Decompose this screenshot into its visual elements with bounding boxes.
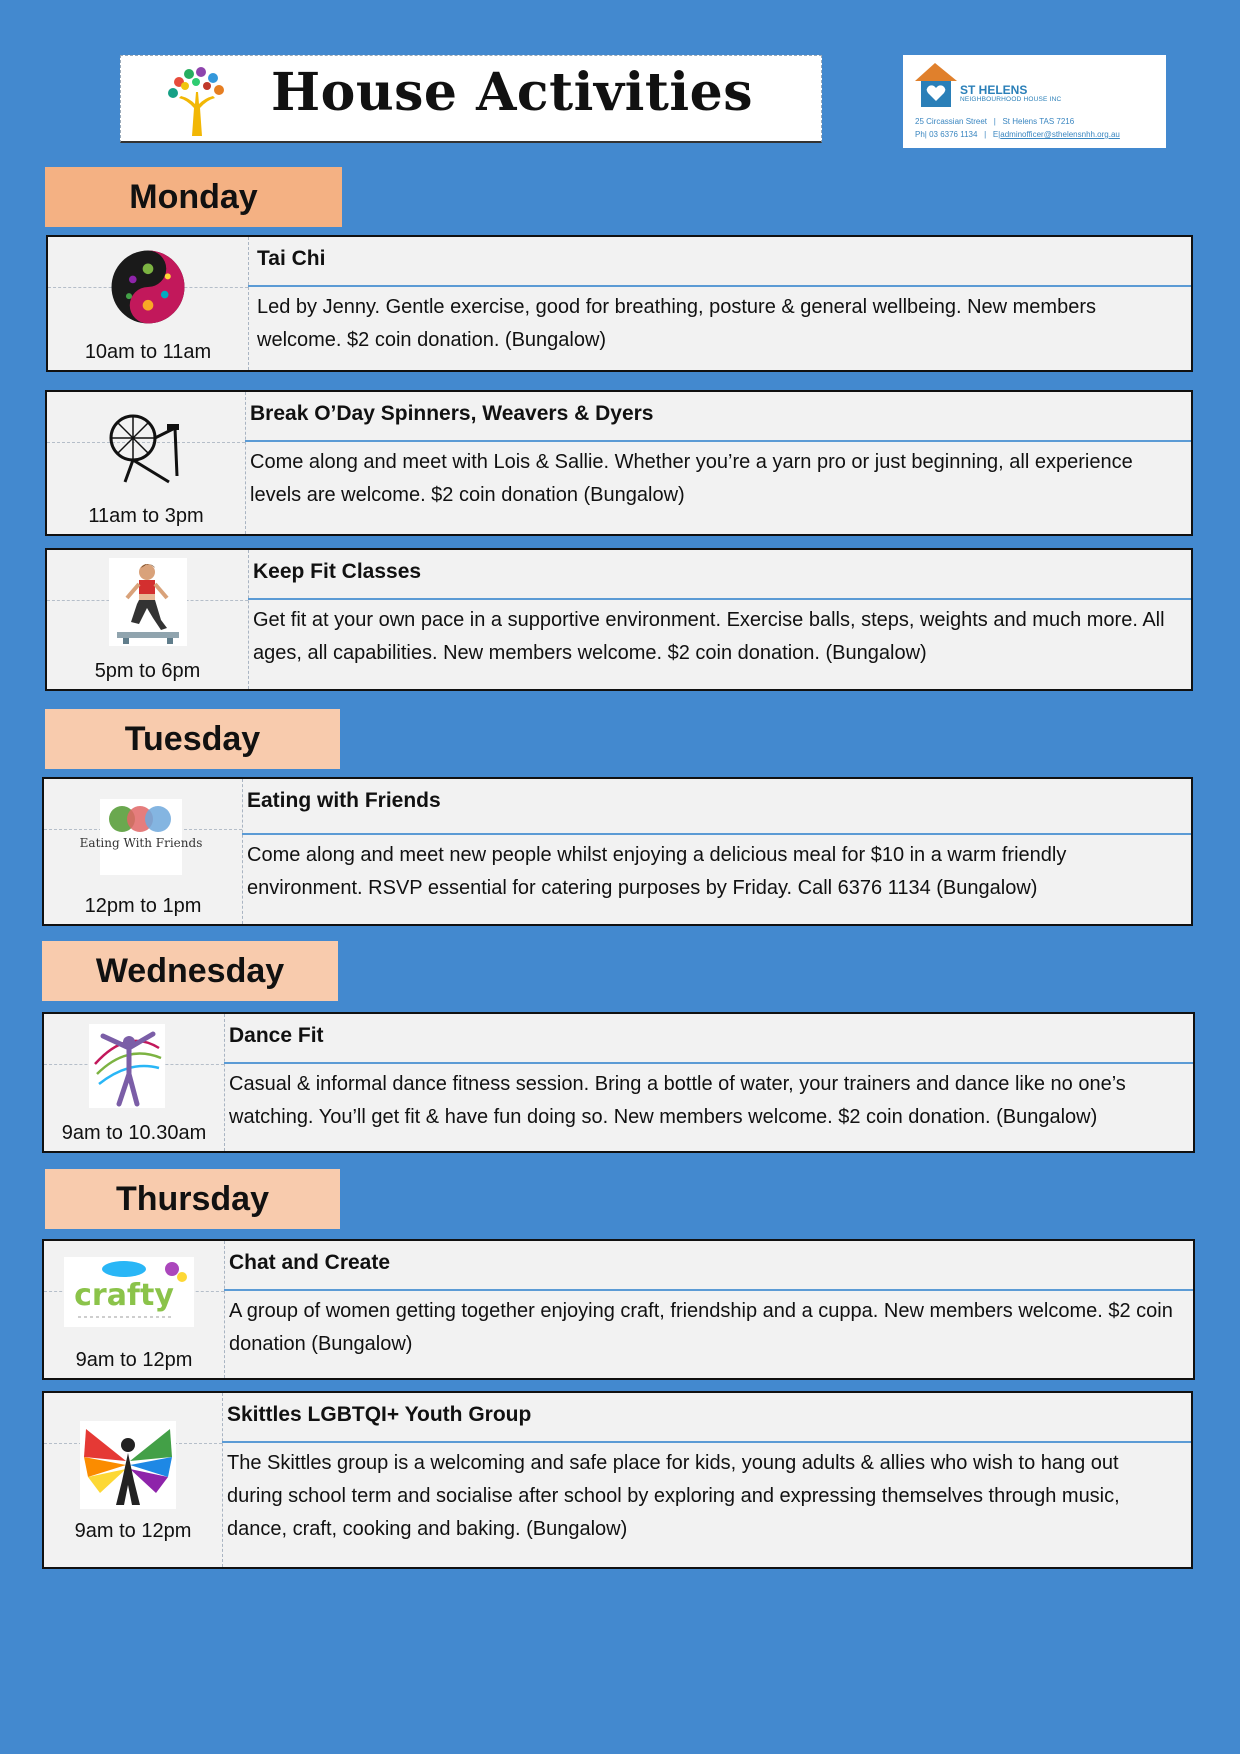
day-heading-monday: Monday [45, 167, 342, 227]
org-subtitle: NEIGHBOURHOOD HOUSE INC [960, 96, 1062, 103]
day-heading-thursday: Thursday [45, 1169, 340, 1229]
activity-card [45, 548, 1193, 691]
yin-yang-icon [110, 249, 186, 325]
title-banner [120, 55, 822, 143]
activity-time: 10am to 11am [84, 341, 212, 363]
activity-time: 12pm to 1pm [84, 895, 202, 917]
activity-card [42, 1239, 1195, 1380]
activity-card [42, 777, 1193, 926]
dancer-icon [89, 1024, 165, 1108]
logo-text: crafty [74, 1278, 174, 1313]
day-heading-tuesday: Tuesday [45, 709, 340, 769]
activity-name: Eating with Friends [247, 789, 441, 812]
activity-name: Tai Chi [257, 247, 326, 270]
org-name: ST HELENS [960, 83, 1028, 97]
activity-card [42, 1012, 1195, 1153]
activity-name: Keep Fit Classes [253, 560, 422, 583]
activity-description: Casual & informal dance fitness session. Bring a bottle of water, your trainers and dance like no one’s watching. You’ll get fit & have fun doing so. New members welcome. $2 coin donation. (Bungalow) [229, 1073, 1126, 1128]
activity-description: Come along and meet new people whilst enjoying a delicious meal for $10 in a warm friendly environment. RSVP essential for catering purposes by Friday. Call 6376 1134 (Bungalow) [247, 844, 1067, 899]
house-heart-icon [911, 59, 963, 111]
activity-image-cell [48, 237, 249, 370]
activity-name: Dance Fit [229, 1024, 324, 1047]
activity-time: 9am to 12pm [75, 1349, 193, 1371]
activity-card [42, 1391, 1193, 1569]
page-title: House Activities [271, 62, 753, 123]
activity-image-cell [44, 1393, 223, 1567]
org-email-link[interactable]: adminofficer@sthelensnhh.org.au [1000, 130, 1120, 139]
activity-description: A group of women getting together enjoying craft, friendship and a cuppa. New members welcome. $2 coin donation (Bungalow) [229, 1300, 1173, 1355]
activity-image-cell [47, 550, 249, 689]
org-phone: Ph| 03 6376 1134 | E| [915, 130, 1001, 139]
day-heading-wednesday: Wednesday [42, 941, 338, 1001]
rainbow-figure-icon [80, 1421, 176, 1509]
activity-image-cell [44, 1014, 225, 1151]
organisation-logo [903, 55, 1166, 148]
logo-text: Eating With Friends [79, 836, 203, 850]
eating-with-friends-logo [79, 799, 203, 875]
activity-time: 11am to 3pm [88, 505, 204, 527]
activity-name: Skittles LGBTQI+ Youth Group [227, 1403, 532, 1426]
activity-time: 9am to 12pm [74, 1520, 192, 1542]
activity-description: Led by Jenny. Gentle exercise, good for breathing, posture & general wellbeing. New members welcome. $2 coin donation. (Bungalow) [257, 296, 1096, 351]
activity-description: Come along and meet with Lois & Sallie. Whether you’re a yarn pro or just beginning, all experience levels are welcome. $2 coin donation (Bungalow) [250, 451, 1133, 506]
activity-image-cell [44, 1241, 225, 1378]
activity-time: 9am to 10.30am [61, 1122, 207, 1144]
crafty-logo [64, 1257, 194, 1327]
org-contact [915, 130, 1120, 139]
tree-logo-icon [159, 62, 233, 138]
activity-description: The Skittles group is a welcoming and safe place for kids, young adults & allies who wish to hang out during school term and socialise after school by exploring and expressing themselves through music, dance, craft, cooking and baking. (Bungalow) [227, 1452, 1120, 1540]
activity-card [46, 235, 1193, 372]
activity-name: Chat and Create [229, 1251, 391, 1274]
activity-name: Break O’Day Spinners, Weavers & Dyers [250, 402, 654, 425]
activity-image-cell [44, 779, 243, 924]
fitness-woman-icon [109, 558, 187, 646]
activity-image-cell [47, 392, 246, 534]
org-address: 25 Circassian Street | St Helens TAS 7216 [915, 117, 1075, 126]
activity-description: Get fit at your own pace in a supportive environment. Exercise balls, steps, weights and much more. All ages, all capabilities. New members welcome. $2 coin donation. (Bungalow) [253, 609, 1165, 664]
activity-card [45, 390, 1193, 536]
spinning-wheel-icon [103, 406, 183, 486]
activity-time: 5pm to 6pm [94, 660, 201, 682]
